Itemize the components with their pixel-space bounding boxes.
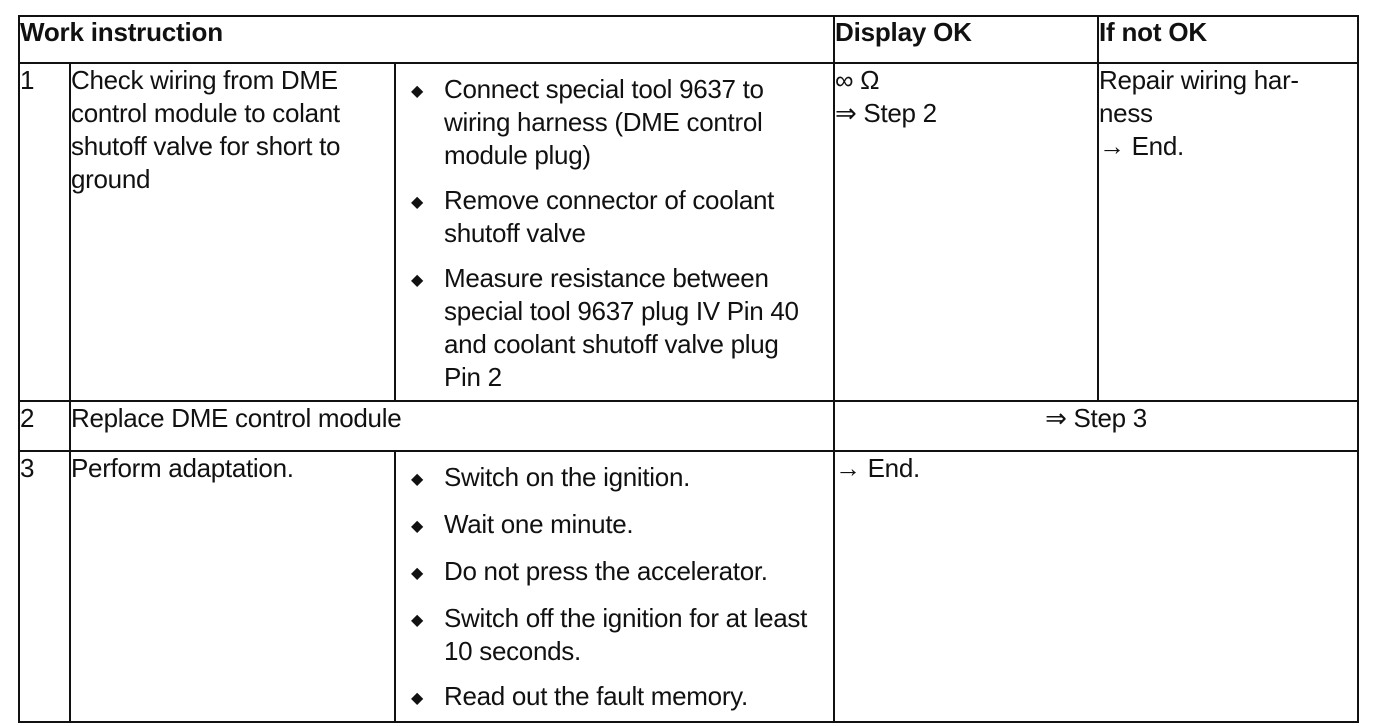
if-not-ok-cell	[1098, 63, 1358, 401]
step-list	[396, 64, 833, 400]
display-ok-cell	[834, 63, 1098, 401]
diamond-bullet-icon: ◆	[410, 272, 423, 289]
header-work-instruction: Work instruction	[19, 16, 834, 63]
table-row	[19, 63, 1358, 401]
list-item: ◆ Switch off the ignition for at least 10 seconds.	[408, 602, 819, 668]
display-ok-action: ⇒ Step 2	[835, 98, 937, 128]
list-item: ◆ Read out the fault memory.	[408, 680, 819, 715]
task-description: Check wiring from DME control module to colant shutoff valve for short to ground	[70, 63, 395, 401]
display-ok-value: ∞ Ω	[835, 65, 880, 95]
task-description: Replace DME control module	[70, 401, 834, 451]
diamond-bullet-icon: ◆	[410, 194, 423, 211]
diamond-bullet-icon: ◆	[410, 83, 423, 100]
step-list	[396, 452, 833, 721]
list-item: ◆ Measure resistance between special tool 9637 plug IV Pin 40 and coolant shutoff valve plug Pin 2	[408, 262, 819, 394]
diamond-bullet-icon: ◆	[410, 565, 423, 582]
display-ok-action: ⇒ Step 3	[834, 401, 1358, 451]
step-number: 2	[19, 401, 70, 451]
table-row	[19, 451, 1358, 722]
if-not-ok-line: ness	[1099, 98, 1153, 128]
header-display-ok: Display OK	[834, 16, 1098, 63]
step-list-cell	[395, 451, 834, 722]
table-row	[19, 401, 1358, 451]
display-ok-action: → End.	[834, 451, 1358, 722]
table-header-row	[19, 16, 1358, 63]
diamond-bullet-icon: ◆	[410, 690, 423, 707]
list-item: ◆ Do not press the accelerator.	[408, 555, 819, 590]
step-list-cell	[395, 63, 834, 401]
list-item: ◆ Wait one minute.	[408, 508, 819, 543]
header-if-not-ok: If not OK	[1098, 16, 1358, 63]
if-not-ok-line: Repair wiring har-	[1099, 65, 1299, 95]
diamond-bullet-icon: ◆	[410, 518, 423, 535]
list-item: ◆ Remove connector of coolant shutoff valve	[408, 184, 819, 250]
diamond-bullet-icon: ◆	[410, 471, 423, 488]
list-item: ◆ Connect special tool 9637 to wiring harness (DME control module plug)	[408, 73, 819, 172]
if-not-ok-action: → End.	[1099, 131, 1184, 161]
step-number: 1	[19, 63, 70, 401]
list-item: ◆ Switch on the ignition.	[408, 461, 819, 496]
work-instruction-table	[18, 15, 1359, 723]
step-number: 3	[19, 451, 70, 722]
task-description: Perform adaptation.	[70, 451, 395, 722]
diamond-bullet-icon: ◆	[410, 612, 423, 629]
